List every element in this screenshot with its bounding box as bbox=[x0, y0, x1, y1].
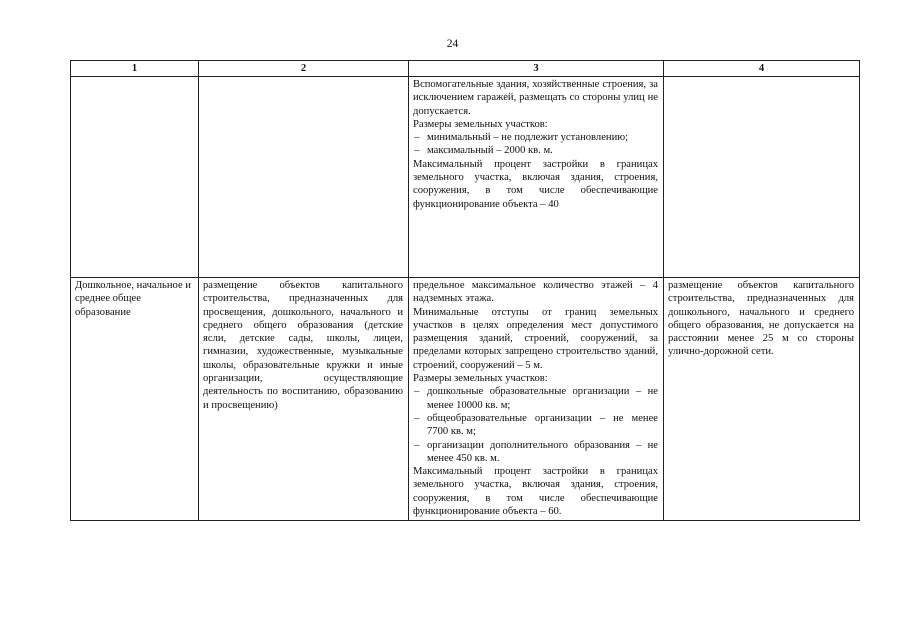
parameter-list bbox=[413, 131, 658, 158]
row1-parameters bbox=[409, 77, 664, 278]
row2-use-description: размещение объектов капитального строительства, предназначенных для просвещения, дошкольного, начального и среднего общего образования (детские ясли, детские сады, школы, лицеи, гимназии, художественные, музыкальные школы, образовательные кружки и иные организации, осуществляющие деятельность по воспитанию, образованию и просвещению) bbox=[199, 278, 409, 521]
parameter-paragraph: предельное максимальное количество этажей – 4 надземных этажа. bbox=[413, 280, 658, 305]
row1-use-description bbox=[199, 77, 409, 278]
column-header-3: 3 bbox=[409, 61, 664, 77]
page-number: 24 bbox=[446, 38, 459, 50]
row1-restrictions bbox=[664, 77, 860, 278]
list-item: – максимальный – 2000 кв. м. bbox=[414, 145, 553, 157]
column-header-1: 1 bbox=[71, 61, 199, 77]
zoning-regulations-table bbox=[70, 60, 860, 521]
column-header-4: 4 bbox=[664, 61, 860, 77]
parameter-paragraph: Размеры земельных участков: bbox=[413, 373, 548, 385]
row2-parameters bbox=[409, 278, 664, 521]
parameter-paragraph: Вспомогательные здания, хозяйственные строения, за исключением гаражей, размещать со стороны улиц не допускается. bbox=[413, 79, 658, 117]
list-item: – организации дополнительного образования – не менее 450 кв. м. bbox=[414, 439, 658, 464]
list-item: – общеобразовательные организации – не менее 7700 кв. м; bbox=[414, 412, 658, 438]
table-header-row bbox=[71, 61, 860, 77]
row2-restrictions: размещение объектов капитального строительства, предназначенных для дошкольного, начального и среднего общего образования, не допускается на расстоянии менее 25 м со стороны улично-дорожной сети. bbox=[664, 278, 860, 521]
parameter-paragraph: Максимальный процент застройки в границах земельного участка, включая здания, строения, сооружения, в том числе обеспечивающие функционирование объекта – 60. bbox=[413, 466, 658, 518]
column-header-2: 2 bbox=[199, 61, 409, 77]
parameter-paragraph: Максимальный процент застройки в границах земельного участка, включая здания, строения, сооружения, в том числе обеспечивающие функционирование объекта – 40 bbox=[413, 158, 658, 210]
parameter-paragraph: Размеры земельных участков: bbox=[413, 118, 548, 130]
row1-use-type bbox=[71, 77, 199, 278]
parameter-list bbox=[413, 385, 658, 465]
table-row bbox=[71, 278, 860, 521]
parameter-paragraph: Минимальные отступы от границ земельных участков в целях определения мест допустимого размещения зданий, строений, сооружений, за пределами которых запрещено строительство зданий, строений, сооружений – 5 м. bbox=[413, 306, 658, 371]
list-item: – минимальный – не подлежит установлению; bbox=[414, 132, 629, 144]
row2-use-type: Дошкольное, начальное и среднее общее образование bbox=[71, 278, 199, 521]
list-item: – дошкольные образовательные организации – не менее 10000 кв. м; bbox=[414, 386, 658, 411]
table-row bbox=[71, 77, 860, 278]
